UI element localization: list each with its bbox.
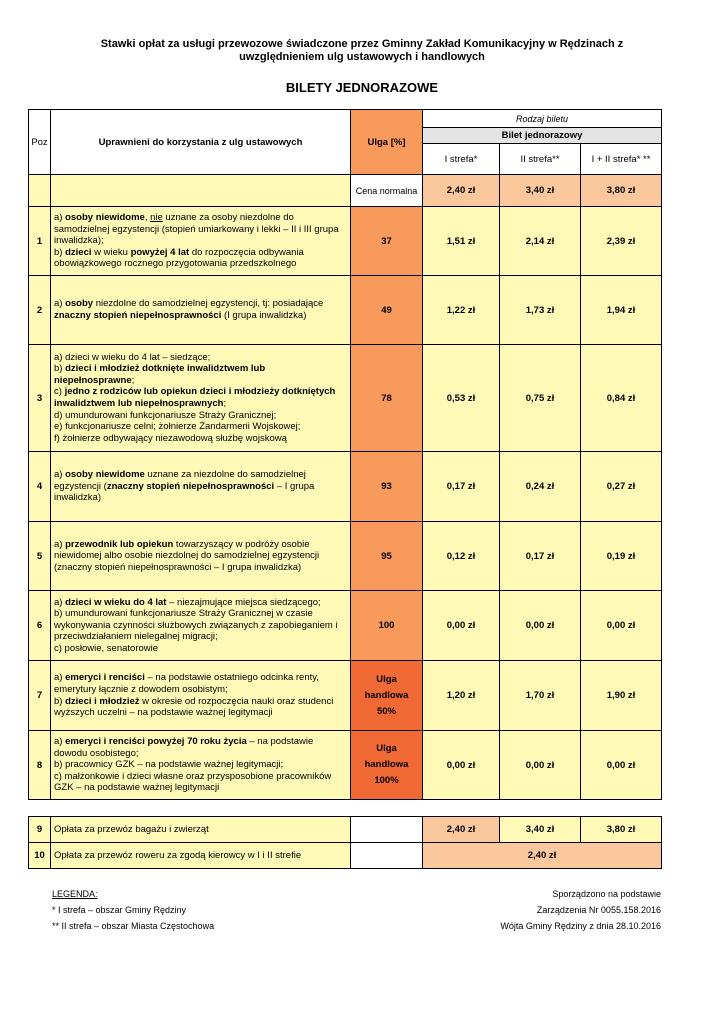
- header-bilet-jednorazowy: Bilet jednorazowy: [423, 128, 662, 144]
- title-line-2: uwzględnieniem ulg ustawowych i handlowych: [239, 51, 485, 63]
- row-price-zone-1-2: 2,39 zł: [581, 207, 662, 276]
- row-poz: 1: [29, 207, 51, 276]
- row-price-zone-2: 1,70 zł: [500, 661, 581, 731]
- row-description: a) osoby niezdolne do samodzielnej egzystencji, tj: posiadające znaczny stopień niepełnosprawności (I grupa inwalidzka): [51, 276, 351, 345]
- normal-price-zone-2: 3,40 zł: [500, 175, 581, 207]
- normal-desc-cell: [51, 175, 351, 207]
- source-note: [500, 886, 661, 934]
- row-price-zone-2: 1,73 zł: [500, 276, 581, 345]
- row-description: a) emeryci i renciści powyżej 70 roku życia – na podstawie dowodu osobistego; b) pracownicy GZK – na podstawie ważnej legitymacji; c) małżonkowie i dzieci własne oraz przysposobione pracowników GZK – na podstawie ważnej legitymacji: [51, 731, 351, 800]
- table-row: [29, 522, 662, 591]
- row-price-zone-1-2: 0,19 zł: [581, 522, 662, 591]
- row-description: a) przewodnik lub opiekun towarzyszący w podróży osobie niewidomej albo osobie niezdolnej do samodzielnej egzystencji (znaczny stopień niepełnosprawności – I grupa inwalidzka): [51, 522, 351, 591]
- row-price-zone-2: 0,00 zł: [500, 731, 581, 800]
- row-price-zone-2: 0,24 zł: [500, 452, 581, 522]
- row-poz: 10: [29, 843, 51, 869]
- row-price-all-zones: 2,40 zł: [423, 843, 662, 869]
- empty-cell: [351, 817, 423, 843]
- table-row: [29, 843, 662, 869]
- header-rodzaj-biletu: Rodzaj biletu: [423, 110, 662, 128]
- legend-heading: LEGENDA:: [52, 889, 98, 899]
- legend-zone-1: * I strefa – obszar Gminy Rędziny: [52, 905, 187, 915]
- empty-cell: [351, 843, 423, 869]
- normal-price-zone-1: 2,40 zł: [423, 175, 500, 207]
- fare-table: [28, 109, 662, 800]
- row-description: a) emeryci i renciści – na podstawie ostatniego odcinka renty, emerytury łącznie z dowodem osobistym; b) dzieci i młodzież w okresie od rozpoczęcia nauki oraz studenci wyższych uczelni – na podstawie ważnej legitymacji: [51, 661, 351, 731]
- row-price-zone-1-2: 0,00 zł: [581, 731, 662, 800]
- title-line-1: Stawki opłat za usługi przewozowe świadczone przez Gminny Zakład Komunikacyjny w Rędzinach z: [100, 38, 624, 50]
- extra-fees-table: [28, 816, 662, 869]
- table-row: [29, 731, 662, 800]
- normal-price-label: Cena normalna: [351, 175, 423, 207]
- header-zone-1: I strefa*: [423, 144, 500, 175]
- row-description: a) dzieci w wieku do 4 lat – niezajmujące miejsca siedzącego; b) umundurowani funkcjonariusze Straży Granicznej w czasie wykonywania czynności służbowych związanych z zapobieganiem i przeciwdziałaniem nielegalnej migracji; c) posłowie, senatorowie: [51, 591, 351, 661]
- row-poz: 5: [29, 522, 51, 591]
- row-ulga: 37: [351, 207, 423, 276]
- row-price-zone-1: 1,51 zł: [423, 207, 500, 276]
- row-description: a) osoby niewidome, nie uznane za osoby niezdolne do samodzielnej egzystencji (stopień umiarkowany i lekki – II i III grupa inwalidzka); b) dzieci w wieku powyżej 4 lat do rozpoczęcia odbywania obowiązkowego rocznego przygotowania przedszkolnego: [51, 207, 351, 276]
- row-price-zone-1-2: 3,80 zł: [581, 817, 662, 843]
- legend-zone-2: ** II strefa – obszar Miasta Częstochowa: [52, 921, 215, 931]
- table-row: [29, 817, 662, 843]
- table-row: [29, 345, 662, 452]
- row-price-zone-2: 0,75 zł: [500, 345, 581, 452]
- header-ulga: Ulga [%]: [351, 110, 423, 175]
- normal-poz-cell: [29, 175, 51, 207]
- document-title: [40, 38, 684, 64]
- row-price-zone-1-2: 0,27 zł: [581, 452, 662, 522]
- legend: [52, 886, 214, 934]
- header-description: Uprawnieni do korzystania z ulg ustawowych: [51, 110, 351, 175]
- row-price-zone-1-2: 1,94 zł: [581, 276, 662, 345]
- row-description: Opłata za przewóz roweru za zgodą kierowcy w I i II strefie: [51, 843, 351, 869]
- normal-price-zone-1-2: 3,80 zł: [581, 175, 662, 207]
- row-ulga: 95: [351, 522, 423, 591]
- row-price-zone-2: 2,14 zł: [500, 207, 581, 276]
- row-ulga: 49: [351, 276, 423, 345]
- row-description: a) dzieci w wieku do 4 lat – siedzące; b) dzieci i młodzież dotknięte inwalidztwem lub niepełnosprawne; c) jedno z rodziców lub opiekun dzieci i młodzieży dotkniętych inwalidztwem lub niepełnosprawnych; d) umundurowani funkcjonariusze Straży Granicznej; e) funkcjonariusze celni; żołnierze Żandarmerii Wojskowej; f) żołnierze odbywający niezawodową służbę wojskową: [51, 345, 351, 452]
- row-price-zone-1-2: 0,84 zł: [581, 345, 662, 452]
- row-poz: 2: [29, 276, 51, 345]
- table-row: [29, 276, 662, 345]
- section-title: BILETY JEDNORAZOWE: [285, 80, 439, 95]
- header-poz: Poz: [29, 110, 51, 175]
- row-poz: 6: [29, 591, 51, 661]
- table-row: [29, 661, 662, 731]
- header-zone-1-2: I + II strefa* **: [581, 144, 662, 175]
- row-ulga: 93: [351, 452, 423, 522]
- header-zone-2: II strefa**: [500, 144, 581, 175]
- row-price-zone-1: 0,00 zł: [423, 591, 500, 661]
- row-price-zone-2: 0,17 zł: [500, 522, 581, 591]
- row-price-zone-1-2: 1,90 zł: [581, 661, 662, 731]
- row-description: a) osoby niewidome uznane za niezdolne do samodzielnej egzystencji (znaczny stopień niepełnosprawności – I grupa inwalidzka): [51, 452, 351, 522]
- table-row: [29, 452, 662, 522]
- row-ulga-handlowa: Ulga handlowa 100%: [351, 731, 423, 800]
- row-price-zone-1-2: 0,00 zł: [581, 591, 662, 661]
- row-poz: 7: [29, 661, 51, 731]
- row-price-zone-1: 2,40 zł: [423, 817, 500, 843]
- row-price-zone-1: 0,00 zł: [423, 731, 500, 800]
- row-price-zone-1: 1,22 zł: [423, 276, 500, 345]
- source-line-3: Wójta Gminy Rędziny z dnia 28.10.2016: [500, 921, 661, 931]
- table-row: [29, 591, 662, 661]
- row-ulga-handlowa: Ulga handlowa 50%: [351, 661, 423, 731]
- row-poz: 9: [29, 817, 51, 843]
- row-price-zone-2: 3,40 zł: [500, 817, 581, 843]
- row-price-zone-1: 1,20 zł: [423, 661, 500, 731]
- source-line-2: Zarządzenia Nr 0055.158.2016: [536, 905, 661, 915]
- row-price-zone-1: 0,17 zł: [423, 452, 500, 522]
- row-poz: 4: [29, 452, 51, 522]
- table-row: [29, 207, 662, 276]
- row-ulga: 78: [351, 345, 423, 452]
- row-price-zone-2: 0,00 zł: [500, 591, 581, 661]
- row-poz: 3: [29, 345, 51, 452]
- row-poz: 8: [29, 731, 51, 800]
- row-ulga: 100: [351, 591, 423, 661]
- row-description: Opłata za przewóz bagażu i zwierząt: [51, 817, 351, 843]
- source-line-1: Sporządzono na podstawie: [552, 889, 661, 899]
- row-price-zone-1: 0,53 zł: [423, 345, 500, 452]
- row-price-zone-1: 0,12 zł: [423, 522, 500, 591]
